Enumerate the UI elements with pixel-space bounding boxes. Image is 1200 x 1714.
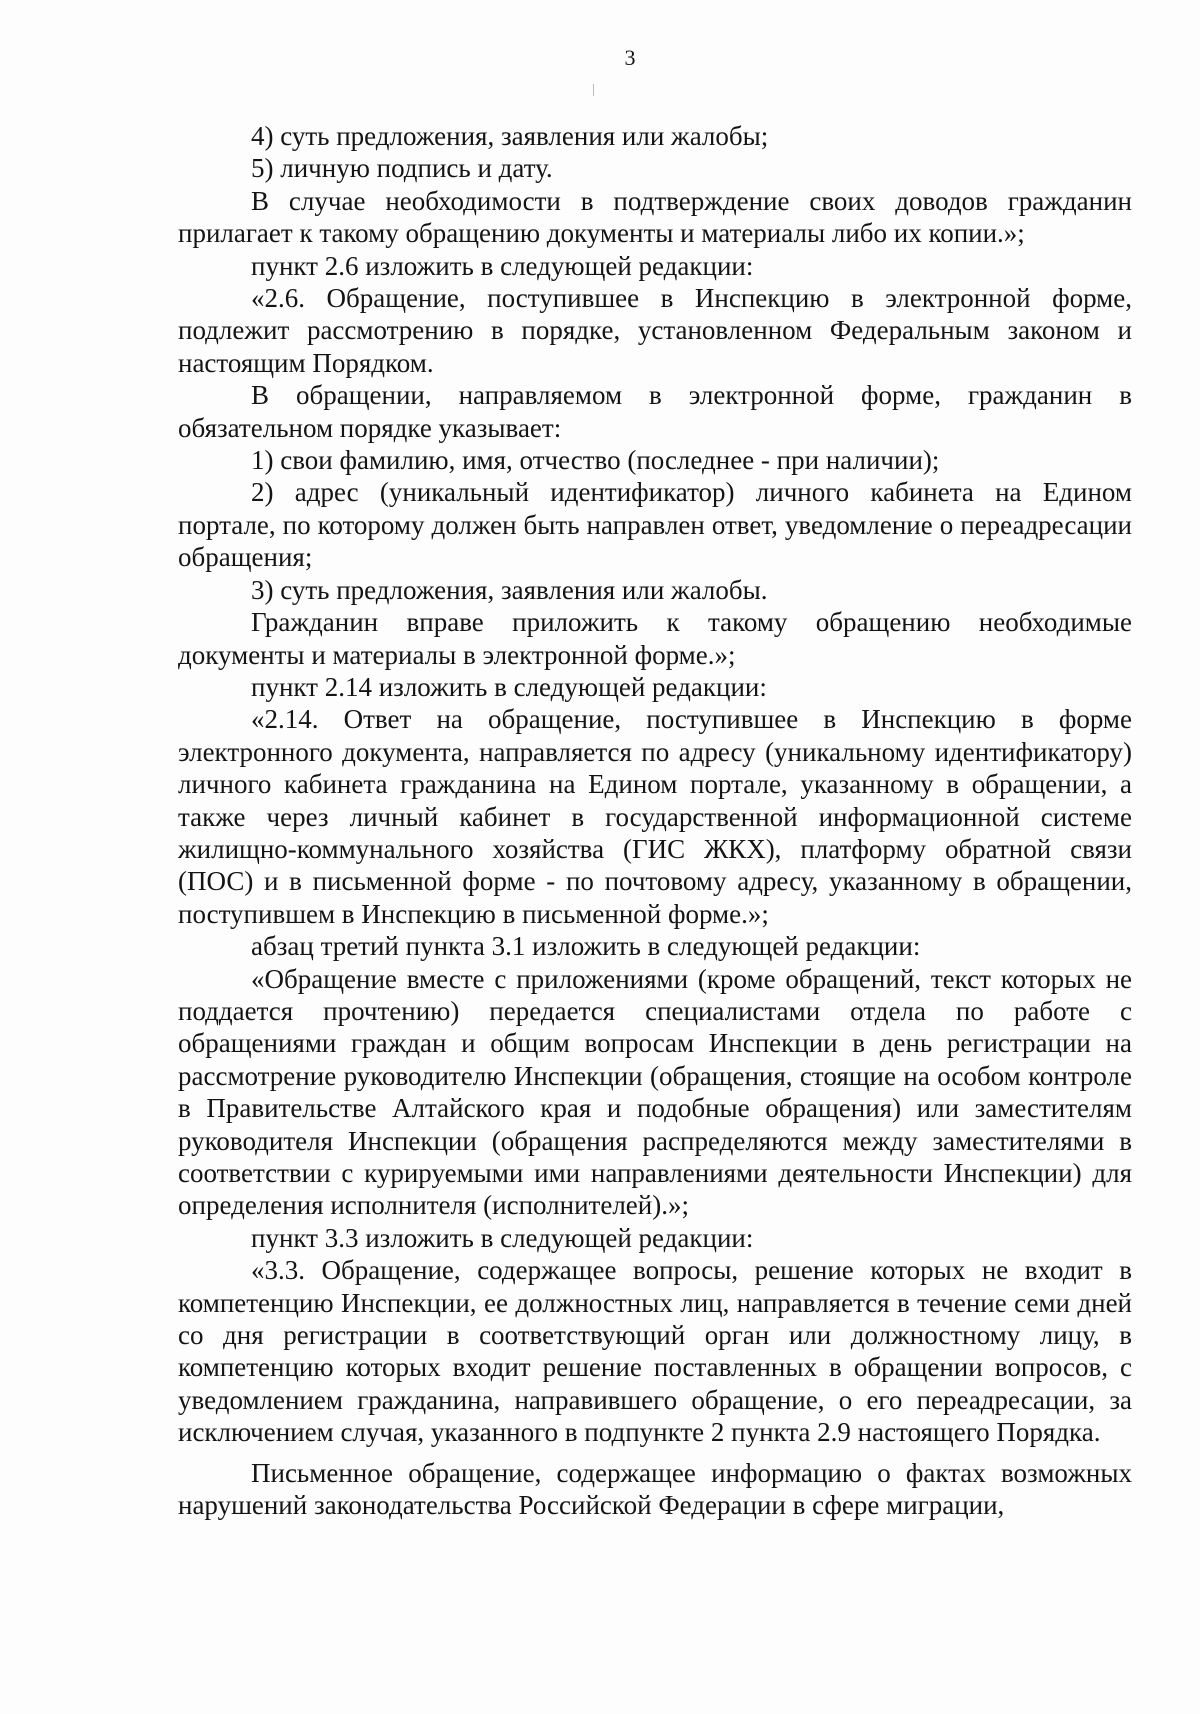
document-body: [178, 120, 1132, 1521]
paragraph-amend-2-6: пункт 2.6 изложить в следующей редакции:: [251, 250, 754, 281]
paragraph-migration: Письменное обращение, содержащее информацию о фактах возможных нарушений законодательства Российской Федерации в сфере миграции,: [178, 1457, 1132, 1521]
scan-artifact: [593, 84, 594, 96]
paragraph-requirement-1: 1) свои фамилию, имя, отчество (последнее - при наличии);: [251, 445, 940, 476]
paragraph-requirement-2: 2) адрес (уникальный идентификатор) личного кабинета на Едином портале, по которому должен быть направлен ответ, уведомление о переадресации обращения;: [178, 477, 1132, 573]
paragraph-attachments: В случае необходимости в подтверждение своих доводов гражданин прилагает к такому обращению документы и материалы либо их копии.»;: [178, 185, 1132, 249]
paragraph-item-4: 4) суть предложения, заявления или жалобы;: [251, 121, 769, 151]
paragraph-electronic-requirements: В обращении, направляемом в электронной форме, гражданин в обязательном порядке указывает:: [178, 380, 1132, 443]
paragraph-amend-3-1: абзац третий пункта 3.1 изложить в следующей редакции:: [251, 931, 921, 962]
paragraph-amend-3-3: пункт 3.3 изложить в следующей редакции:: [251, 1222, 754, 1253]
paragraph-amend-2-14: пункт 2.14 изложить в следующей редакции:: [251, 671, 767, 702]
paragraph-clause-2-14: «2.14. Ответ на обращение, поступившее в Инспекцию в форме электронного документа, направляется по адресу (уникальному идентификатору) личного кабинета гражданина на Едином портале, указанному в обращении, а также через личный кабинет в государственной информационной системе жилищно-коммунального хозяйства (ГИС ЖКХ), платформу обратной связи (ПОС) и в письменной форме - по почтовому адресу, указанному в обращении, поступившем в Инспекцию в письменной форме.»;: [178, 704, 1132, 929]
paragraph-clause-3-1: «Обращение вместе с приложениями (кроме обращений, текст которых не поддается прочтению) передается специалистами отдела по работе с обращениями граждан и общим вопросам Инспекции в день регистрации на рассмотрение руководителю Инспекции (обращения, стоящие на особом контроле в Правительстве Алтайского края и подобные обращения) или заместителям руководителя Инспекции (обращения распределяются между заместителями в соответствии с курируемыми ими направлениями деятельности Инспекции) для определения исполнителя (исполнителей).»;: [178, 963, 1132, 1221]
paragraph-clause-2-6: «2.6. Обращение, поступившее в Инспекцию в электронной форме, подлежит рассмотрению в порядке, установленном Федеральным законом и настоящим Порядком.: [178, 283, 1132, 378]
paragraph-electronic-attachments: Гражданин вправе приложить к такому обращению необходимые документы и материалы в электронной форме.»;: [178, 607, 1132, 670]
paragraph-item-5: 5) личную подпись и дату.: [251, 153, 553, 184]
page-number: 3: [624, 45, 636, 70]
paragraph-clause-3-3: «3.3. Обращение, содержащее вопросы, решение которых не входит в компетенцию Инспекции, ее должностных лиц, направляется в течение семи дней со дня регистрации в соответствующий орган или должностному лицу, в компетенцию которых входит решение поставленных в обращении вопросов, с уведомлением гражданина, направившего обращение, о его переадресации, за исключением случая, указанного в подпункте 2 пункта 2.9 настоящего Порядка.: [178, 1255, 1132, 1448]
paragraph-requirement-3: 3) суть предложения, заявления или жалобы.: [251, 574, 768, 605]
